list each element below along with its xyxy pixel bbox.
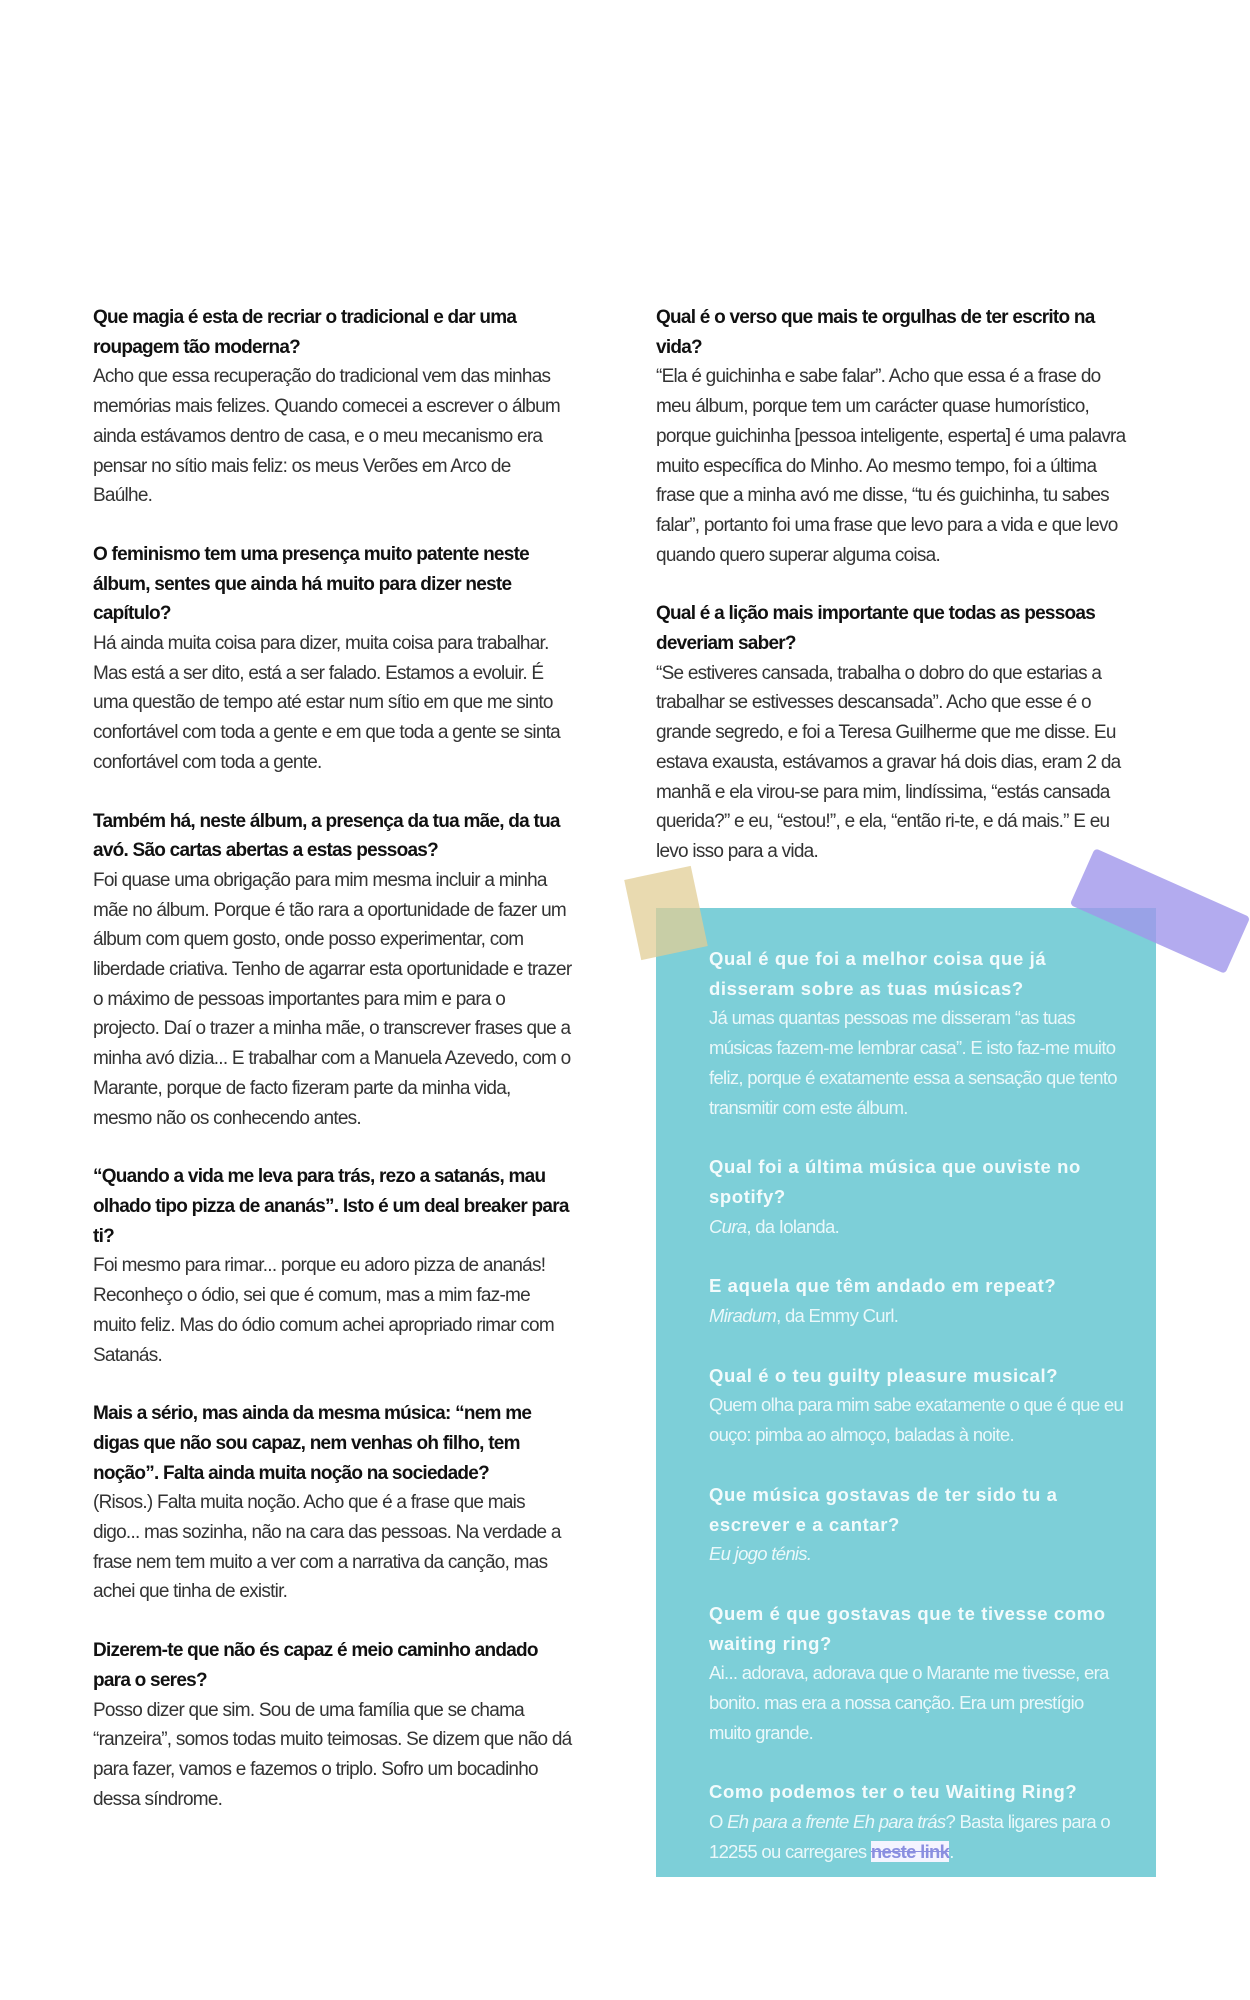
question: Mais a sério, mas ainda da mesma música: “nem me digas que não sou capaz, nem venhas oh filho, tem noção”. Falta ainda muita noção na sociedade? xyxy=(93,1403,532,1484)
answer: Quem olha para mim sabe exatamente o que é que eu ouço: pimba ao almoço, baladas à noite. xyxy=(709,1394,1124,1446)
answer: Foi mesmo para rimar... porque eu adoro pizza de ananás! Reconheço o ódio, sei que é comum, mas a mim faz-me muito feliz. Mas do ódio comum achei apropriado rimar com Satanás. xyxy=(93,1255,554,1366)
question: Qual foi a última música que ouviste no spotify? xyxy=(709,1156,1081,1207)
answer xyxy=(709,1212,1129,1242)
question: Qual é o teu guilty pleasure musical? xyxy=(709,1364,1059,1386)
question: Qual é o verso que mais te orgulhas de ter escrito na vida? xyxy=(656,307,1095,358)
song-title: Cura xyxy=(709,1215,747,1237)
answer-text: O xyxy=(709,1811,728,1833)
answer-text: , da Iolanda. xyxy=(746,1215,840,1237)
qa-item xyxy=(709,1599,1129,1748)
answer: “Se estiveres cansada, trabalha o dobro do que estarias a trabalhar se estivesses descansada”. Acho que esse é o grande segredo, e foi a Teresa Guilherme que me disse. Eu estava exausta, estávamos a gravar há dois dias, eram 2 da manhã e ela virou-se para mim, lindíssima, “estás cansada querida?” e eu, “estou!”, e ela, “então ri-te, e dá mais.” E eu levo isso para a vida. xyxy=(656,662,1121,862)
question: Como podemos ter o teu Waiting Ring? xyxy=(709,1781,1078,1803)
question: Que música gostavas de ter sido tu a escrever e a cantar? xyxy=(709,1483,1058,1535)
answer: Ai... adorava, adorava que o Marante me tivesse, era bonito. mas era a nossa canção. Era um prestígio muito grande. xyxy=(709,1662,1109,1743)
question: “Quando a vida me leva para trás, rezo a satanás, mau olhado tipo pizza de ananás”. Isto é um deal breaker para ti? xyxy=(93,1166,569,1247)
qa-item xyxy=(709,1361,1129,1450)
qa-item xyxy=(656,599,1136,866)
answer: Foi quase uma obrigação para mim mesma incluir a minha mãe no álbum. Porque é tão rara a oportunidade de fazer um álbum com quem gosto, onde posso experimentar, com liberdade criativa. Tenho de agarrar esta oportunidade e trazer o máximo de pessoas importantes para mim e para o projecto. Daí o trazer a minha mãe, o transcrever frases que a minha avó dizia... E trabalhar com a Manuela Azevedo, com o Marante, porque de facto fizeram parte da minha vida, mesmo não os conhecendo antes. xyxy=(93,869,572,1129)
question: O feminismo tem uma presença muito patente neste álbum, sentes que ainda há muito para dizer neste capítulo? xyxy=(93,543,529,625)
song-title: Miradum xyxy=(709,1305,777,1327)
qa-item xyxy=(709,1152,1129,1241)
answer: “Ela é guichinha e sabe falar”. Acho que essa é a frase do meu álbum, porque tem um carácter quase humorístico, porque guichinha [pessoa inteligente, esperta] é uma palavra muito específica do Minho. Ao mesmo tempo, foi a última frase que a minha avó me disse, “tu és guichinha, tu sabes falar”, portanto foi uma frase que levo para a vida e que levo quando quero superar alguma coisa. xyxy=(656,366,1126,566)
qa-item xyxy=(93,540,573,778)
left-column xyxy=(93,303,573,1843)
answer: Posso dizer que sim. Sou de uma família que se chama “ranzeira”, somos todas muito teimosas. Se dizem que não dá para fazer, vamos e fazemos o triplo. Sofro um bocadinho dessa síndrome. xyxy=(93,1699,572,1810)
qa-item xyxy=(656,303,1136,570)
qa-item xyxy=(93,807,573,1134)
answer: Há ainda muita coisa para dizer, muita coisa para trabalhar. Mas está a ser dito, está a ser falado. Estamos a evoluir. É uma questão de tempo até estar num sítio em que me sinto confortável com toda a gente e em que toda a gente se sinta confortável com toda a gente. xyxy=(93,633,560,773)
answer xyxy=(709,1807,1129,1866)
question: Que magia é esta de recriar o tradicional e dar uma roupagem tão moderna? xyxy=(93,307,517,358)
qa-item xyxy=(93,1636,573,1814)
qa-item xyxy=(709,1271,1129,1330)
answer: Já umas quantas pessoas me disseram “as tuas músicas fazem-me lembrar casa”. E isto faz-me muito feliz, porque é exatamente essa a sensação que tento transmitir com este álbum. xyxy=(709,1007,1117,1118)
question: Também há, neste álbum, a presença da tua mãe, da tua avó. São cartas abertas a estas pessoas? xyxy=(93,810,560,862)
qa-item xyxy=(93,1162,573,1370)
answer: Acho que essa recuperação do tradicional vem das minhas memórias mais felizes. Quando comecei a escrever o álbum ainda estávamos dentro de casa, e o meu mecanismo era pensar no sítio mais feliz: os meus Verões em Arco de Baúlhe. xyxy=(93,366,560,507)
question: Qual é a lição mais importante que todas as pessoas deveriam saber? xyxy=(656,603,1096,655)
question: E aquela que têm andado em repeat? xyxy=(709,1275,1057,1297)
qa-item xyxy=(709,1480,1129,1569)
question: Dizerem-te que não és capaz é meio caminho andado para o seres? xyxy=(93,1640,538,1691)
answer xyxy=(709,1301,1129,1331)
qa-item xyxy=(93,1399,573,1607)
answer-text: . xyxy=(949,1840,954,1862)
answer xyxy=(709,1539,1129,1569)
answer-text: ? Basta ligares para o 12255 ou carregares xyxy=(709,1811,1111,1862)
right-column xyxy=(656,303,1136,896)
song-title: Eu jogo ténis. xyxy=(709,1543,812,1565)
qa-item xyxy=(709,1777,1129,1866)
song-title: Eh para a frente Eh para trás xyxy=(727,1811,946,1833)
answer-text: , da Emmy Curl. xyxy=(776,1305,899,1327)
waiting-ring-link[interactable]: neste link xyxy=(870,1840,950,1862)
qa-item xyxy=(709,944,1129,1122)
quick-questions xyxy=(709,944,1129,1897)
qa-item xyxy=(93,303,573,511)
question: Quem é que gostavas que te tivesse como waiting ring? xyxy=(709,1602,1106,1654)
answer: (Risos.) Falta muita noção. Acho que é a frase que mais digo... mas sozinha, não na cara das pessoas. Na verdade a frase nem tem muito a ver com a narrativa da canção, mas achei que tinha de existir. xyxy=(93,1492,561,1603)
question: Qual é que foi a melhor coisa que já disseram sobre as tuas músicas? xyxy=(709,948,1047,999)
